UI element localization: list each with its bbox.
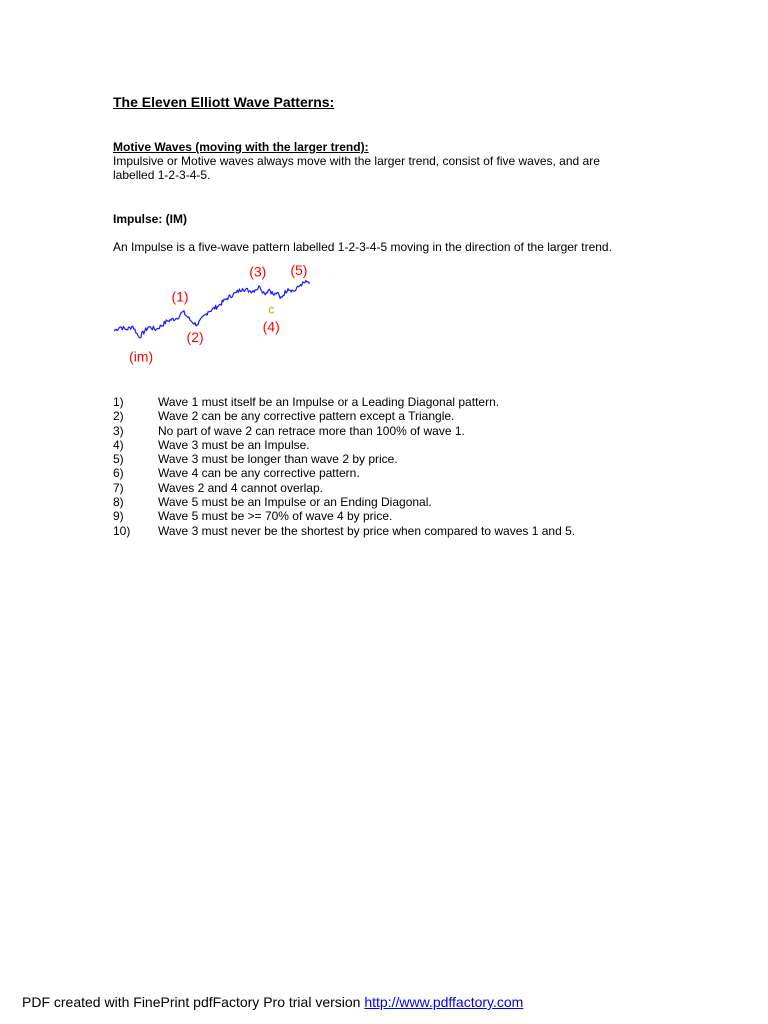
rule-item — [113, 524, 575, 538]
rule-text: Wave 4 can be any corrective pattern. — [158, 466, 360, 481]
rule-item — [113, 509, 575, 523]
rule-text: Wave 3 must be an Impulse. — [158, 437, 310, 452]
rule-text: Wave 1 must itself be an Impulse or a Leading Diagonal pattern. — [158, 395, 500, 409]
rule-item — [113, 466, 575, 480]
rule-number: 7) — [113, 480, 124, 495]
impulse-heading: Impulse: (IM) — [113, 212, 187, 226]
impulse-description: An Impulse is a five-wave pattern labelled 1-2-3-4-5 moving in the direction of the larger trend. — [113, 240, 612, 254]
rule-text: No part of wave 2 can retrace more than 100% of wave 1. — [158, 423, 465, 438]
wave-label-c: c — [268, 302, 275, 317]
footer-text: PDF created with FinePrint pdfFactory Pro trial version — [22, 994, 365, 1010]
wave-label-3: (3) — [249, 263, 267, 280]
rule-number: 1) — [113, 395, 124, 409]
rule-item — [113, 481, 575, 495]
rule-number: 4) — [113, 437, 124, 452]
rule-text: Wave 3 must be longer than wave 2 by price. — [158, 452, 398, 467]
rule-number: 8) — [113, 495, 124, 510]
motive-waves-paragraph: Impulsive or Motive waves always move with the larger trend, consist of five waves, and are labelled 1-2-3-4-5. — [113, 154, 600, 182]
rule-item — [113, 452, 575, 466]
rule-item — [113, 424, 575, 438]
wave-label-5: (5) — [290, 262, 308, 278]
footer — [22, 994, 523, 1010]
rule-text: Wave 5 must be an Impulse or an Ending Diagonal. — [158, 495, 432, 510]
rule-number: 3) — [113, 423, 124, 438]
rule-number: 9) — [113, 509, 124, 524]
wave-series-line — [114, 281, 310, 338]
rule-text: Wave 2 can be any corrective pattern except a Triangle. — [158, 409, 455, 424]
wave-label-im: (im) — [129, 348, 154, 365]
impulse-wave-chart — [110, 252, 320, 367]
rule-text: Wave 3 must never be the shortest by price when compared to waves 1 and 5. — [158, 523, 576, 538]
rule-item — [113, 409, 575, 423]
wave-label-2: (2) — [186, 328, 204, 345]
wave-label-1: (1) — [171, 288, 189, 305]
rule-item — [113, 495, 575, 509]
rules-list — [113, 395, 575, 538]
rule-item — [113, 438, 575, 452]
page-title: The Eleven Elliott Wave Patterns: — [113, 94, 335, 110]
rule-number: 5) — [113, 452, 124, 467]
rule-number: 10) — [113, 523, 131, 538]
wave-label-4: (4) — [262, 318, 280, 335]
rule-text: Wave 5 must be >= 70% of wave 4 by price. — [158, 509, 393, 524]
rule-number: 2) — [113, 409, 124, 424]
rule-item — [113, 395, 575, 409]
rule-number: 6) — [113, 466, 124, 481]
rule-text: Waves 2 and 4 cannot overlap. — [158, 480, 323, 495]
wave-labels — [129, 262, 307, 364]
motive-waves-heading: Motive Waves (moving with the larger trend): — [113, 140, 369, 154]
pdffactory-link[interactable]: http://www.pdffactory.com — [364, 994, 524, 1010]
